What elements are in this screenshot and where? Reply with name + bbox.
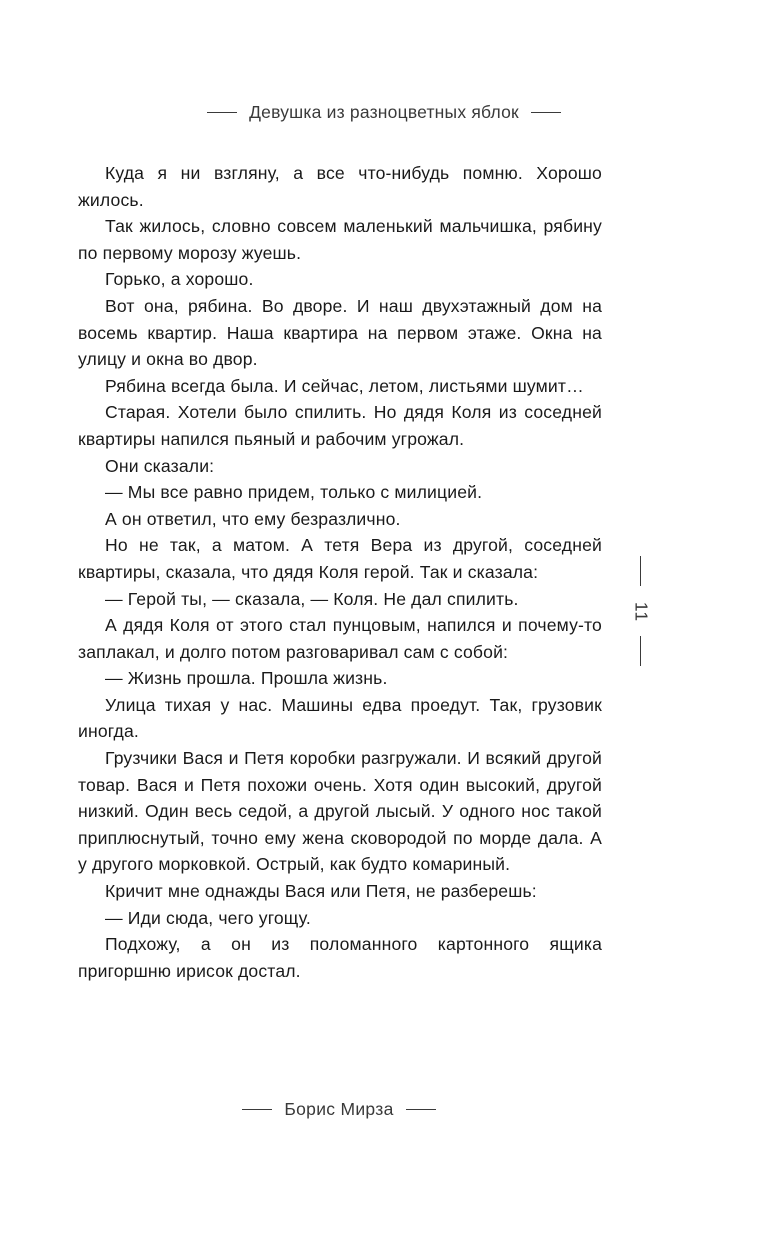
paragraph: Улица тихая у нас. Машины едва проедут. Так, грузовик иногда. [78,694,602,742]
footer-rule-left [242,1109,272,1110]
running-footer [0,1099,678,1120]
page-number-rule-bottom [640,636,641,666]
header-rule-left [207,112,237,113]
paragraph: — Герой ты, — сказала, — Коля. Не дал спилить. [105,588,519,609]
paragraph: Вот она, рябина. Во дворе. И наш двухэтажный дом на восемь квартир. Наша квартира на первом этаже. Окна на улицу и окна во двор. [78,295,602,370]
page-number: 11 [631,601,652,623]
book-title: Девушка из разноцветных яблок [249,102,519,122]
paragraph: А дядя Коля от этого стал пунцовым, напился и почему-то заплакал, и долго потом разговаривал сам с собой: [78,615,602,662]
paragraph: Но не так, а матом. А тетя Вера из другой, соседней квартиры, сказала, что дядя Коля герой. Так и сказала: [78,535,602,582]
footer-rule-right [406,1109,436,1110]
paragraph: — Иди сюда, чего угощу. [105,907,311,928]
paragraph: Подхожу, а он из поломанного картонного ящика пригоршню ирисок достал. [78,934,602,981]
paragraph: — Жизнь прошла. Прошла жизнь. [105,668,388,689]
paragraph: Грузчики Вася и Петя коробки разгружали. И всякий другой товар. Вася и Петя похожи очень. Хотя один высокий, другой низкий. Один весь седой, а другой лысый. У одного нос такой приплюснутый, точно ему жена сковородой по морде дала. А у другого морковкой. Острый, как будто комариный. [78,748,602,875]
page-number-block [616,556,666,668]
body-text [78,160,602,984]
page-number-rule-top [640,556,641,586]
paragraph: Кричит мне однажды Вася или Петя, не разберешь: [105,881,537,902]
running-header [0,102,768,123]
paragraph: А он ответил, что ему безразлично. [105,508,401,529]
paragraph: Рябина всегда была. И сейчас, летом, листьями шумит… [105,375,584,396]
paragraph: Горько, а хорошо. [105,269,254,290]
paragraph: Куда я ни взгляну, а все что-нибудь помню. Хорошо жилось. [78,163,602,210]
paragraph: — Мы все равно придем, только с милицией. [105,482,483,503]
header-rule-right [531,112,561,113]
paragraph: Старая. Хотели было спилить. Но дядя Коля из соседней квартиры напился пьяный и рабочим угрожал. [78,402,602,449]
paragraph: Они сказали: [105,455,215,476]
paragraph: Так жилось, словно совсем маленький мальчишка, рябину по первому морозу жуешь. [78,216,602,263]
author-name: Борис Мирза [284,1099,394,1119]
